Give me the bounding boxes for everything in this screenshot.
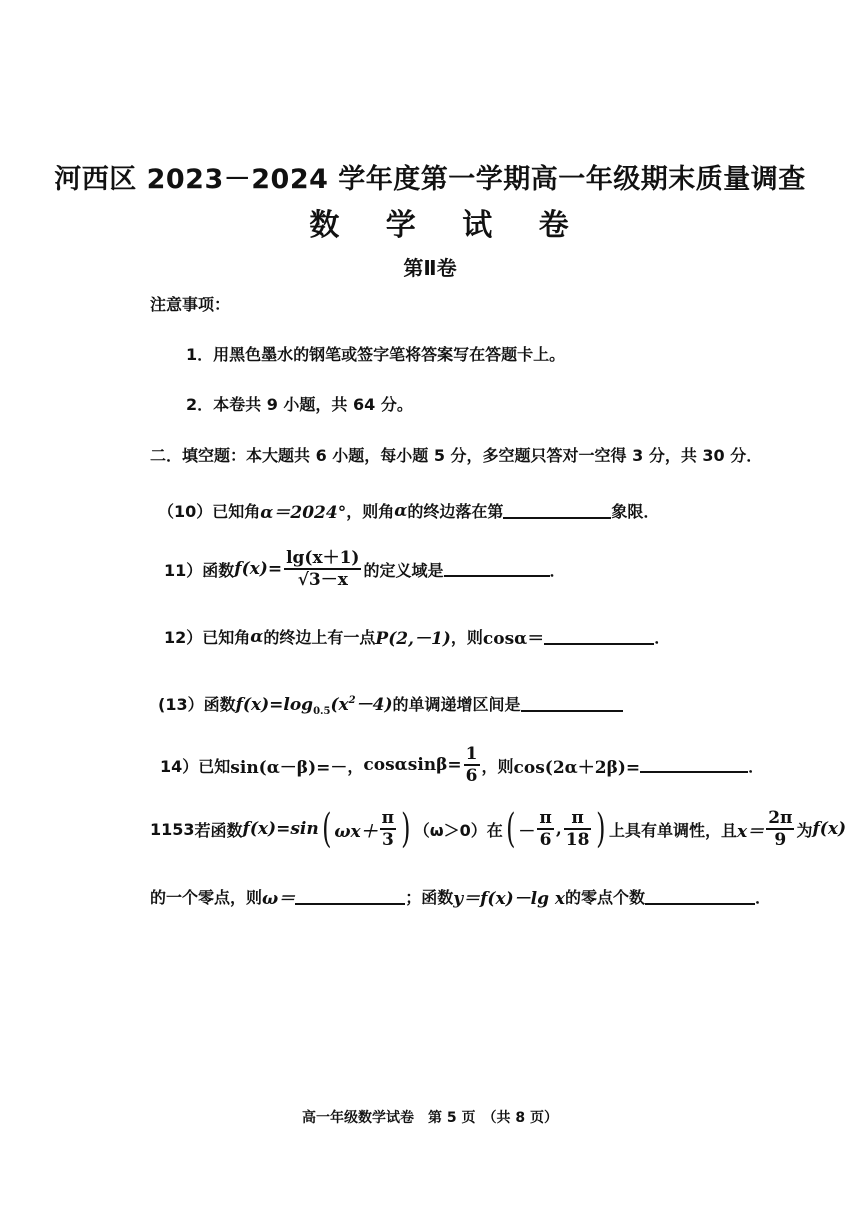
question-number: 11） (164, 560, 203, 580)
question-text: 若函数 (194, 820, 243, 840)
fraction (537, 808, 553, 850)
note-item-2: 2．本卷共 9 小题，共 64 分。 (186, 395, 413, 414)
math-expr: ω＝ (262, 889, 296, 909)
section-heading: 二．填空题：本大题共 6 小题，每小题 5 分，多空题只答对一空得 3 分，共 30 分． (150, 446, 763, 465)
question-text: 的单调递增区间是 (392, 695, 521, 714)
question-text: ，则 (450, 628, 483, 647)
math-expr: cosα＝ (482, 629, 545, 649)
question-text: 函数 (202, 560, 235, 580)
notes-heading: 注意事项： (150, 295, 231, 314)
numerator: 1 (465, 744, 478, 764)
fraction (464, 744, 480, 786)
math-expr: α＝2024° (260, 503, 347, 523)
question-number: (13） (158, 695, 204, 714)
question-15-line-2 (150, 884, 771, 909)
fraction (380, 808, 396, 850)
left-paren: ( (505, 806, 516, 852)
answer-blank[interactable] (640, 757, 748, 773)
math-expr: P(2,－1) (375, 629, 451, 649)
denominator: 6 (539, 830, 552, 850)
denominator: √3－x (297, 570, 348, 590)
answer-blank[interactable] (444, 561, 550, 577)
question-13 (158, 690, 623, 717)
denominator: 18 (565, 830, 590, 850)
question-11 (164, 548, 566, 590)
question-text: 为 (796, 820, 813, 840)
question-10 (158, 498, 659, 523)
punctuation: ． (549, 560, 566, 580)
math-expr: f(x)= (234, 559, 283, 579)
math-expr: f(x) (812, 819, 847, 839)
question-text: （ω＞0）在 (413, 820, 503, 840)
question-text: 上具有单调性，且 (609, 820, 738, 840)
math-expr: y＝f(x)－lg x (453, 889, 566, 909)
question-number: 1153 (150, 819, 195, 839)
punctuation: ， (347, 756, 364, 776)
denominator: 9 (774, 830, 787, 850)
log-arg: －4) (355, 695, 393, 715)
answer-blank[interactable] (295, 889, 405, 905)
fraction (564, 808, 592, 850)
question-text: 已知角 (212, 502, 261, 521)
question-text: 的零点个数 (565, 888, 646, 907)
math-var: α (394, 500, 408, 521)
minus-sign: － (518, 821, 536, 842)
question-text: 象限． (611, 502, 660, 521)
punctuation: ． (755, 888, 772, 907)
denominator: 6 (465, 766, 478, 786)
question-text: 的终边落在第 (407, 502, 504, 521)
answer-blank[interactable] (503, 503, 611, 519)
left-paren: ( (321, 806, 332, 852)
math-var: α (250, 626, 264, 647)
question-text: ，则角 (346, 502, 395, 521)
note-item-1: 1．用黑色墨水的钢笔或签字笔将答案写在答题卡上。 (186, 345, 566, 364)
right-paren: ) (596, 806, 606, 852)
numerator: 2π (768, 808, 793, 828)
numerator: π (564, 808, 592, 830)
question-number: 12） (164, 628, 203, 647)
log-arg: (x (330, 695, 349, 715)
subject-title: 数 学 试 卷 (309, 208, 587, 243)
question-15: 1153 若函数 f(x)=sin ( ωx＋ $\frac{\pi}{3}$ ) （ω＞0）在 ( － $\frac{\pi}{6}$ , $\frac{\pi}{18}$ ) 上具有单调性，且 x＝ $\frac{2\pi}{9}$ 为 f(x) (150, 806, 847, 852)
math-expr: cos(2α＋2β)= (513, 757, 641, 778)
math-expr (236, 690, 393, 717)
fraction (766, 808, 794, 850)
denominator: 3 (381, 830, 394, 850)
question-text: 的终边上有一点 (263, 628, 376, 647)
punctuation: ． (654, 628, 671, 647)
question-number: 14） (160, 756, 199, 776)
exam-title: 河西区 2023－2024 学年度第一学期高一年级期末质量调查 (54, 164, 806, 195)
question-12 (164, 624, 670, 649)
exponent: 2 (348, 695, 356, 706)
question-text: ；函数 (405, 888, 454, 907)
answer-blank[interactable] (521, 696, 623, 712)
question-text: 的定义域是 (363, 560, 444, 580)
numerator: π (381, 808, 395, 828)
fraction (284, 548, 361, 590)
answer-blank[interactable] (645, 889, 755, 905)
volume-title: 第Ⅱ卷 (403, 256, 457, 280)
log-base: 0.5 (313, 706, 331, 717)
right-paren: ) (401, 806, 411, 852)
punctuation: ． (748, 756, 765, 776)
math-expr: sin(α－β)=－ (230, 757, 348, 778)
math-expr: x＝ (737, 821, 765, 842)
question-number: （10） (158, 502, 213, 521)
question-text: 函数 (203, 695, 236, 714)
question-text: 已知角 (202, 628, 251, 647)
numerator: lg(x＋1) (286, 548, 360, 568)
question-text: ，则 (481, 756, 514, 776)
math-expr: cosαsinβ= (363, 755, 462, 775)
log-expr: f(x)=log (235, 695, 314, 715)
math-expr: f(x)=sin (242, 819, 319, 839)
question-14 (160, 744, 764, 786)
numerator: π (539, 808, 552, 828)
math-expr: ωx＋ (334, 821, 378, 842)
page-footer: 高一年级数学试卷 第 5 页 （共 8 页） (302, 1110, 558, 1126)
question-text: 的一个零点，则 (150, 888, 263, 907)
answer-blank[interactable] (544, 629, 654, 645)
question-text: 已知 (198, 756, 231, 776)
